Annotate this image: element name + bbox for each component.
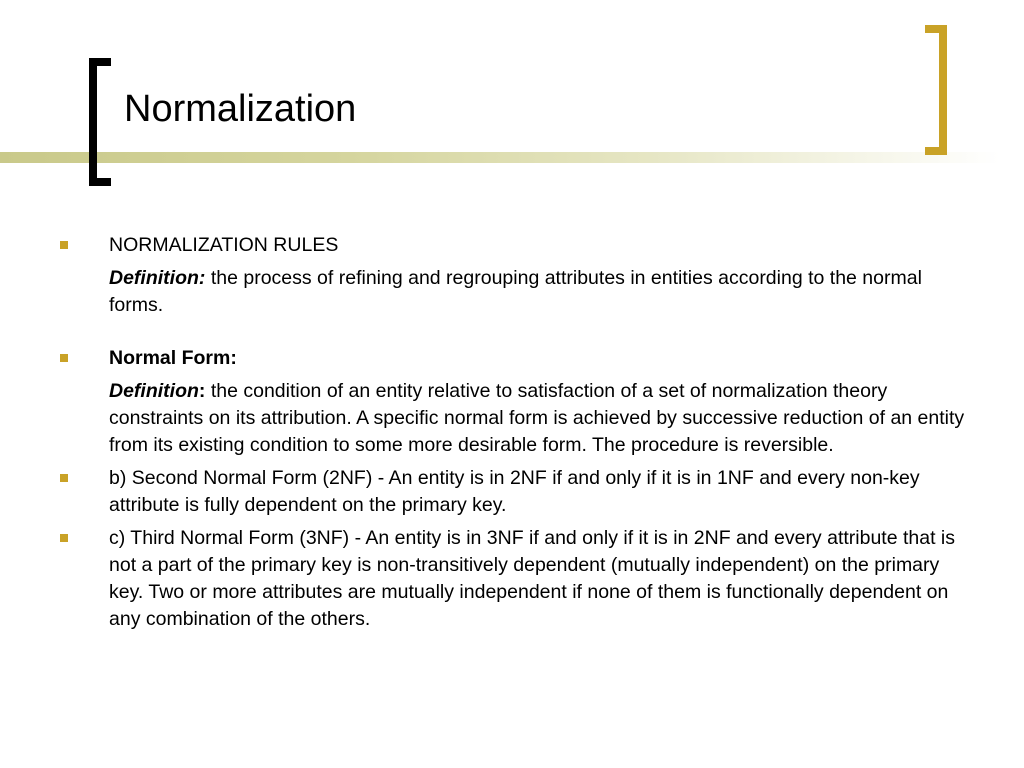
bullet-item-normal-form [60,345,972,459]
slide-title: Normalization [124,88,357,130]
definition-text: the condition of an entity relative to satisfaction of a set of normalization theory constraints on its attribution. A specific normal form is achieved by successive reduction of an entity from its existing condition to some more desirable form. The procedure is reversible. [109,380,965,456]
square-bullet-icon [60,474,68,482]
bullet-text: c) Third Normal Form (3NF) - An entity is in 3NF if and only if it is in 2NF and every attribute that is not a part of the primary key is non-transitively dependent (mutually independent) on the primary key. Two or more attributes are mutually independent if none of them is functionally dependent on any combination of the others. [109,527,956,630]
definition-text: the process of refining and regrouping attributes in entities according to the normal forms. [109,267,922,316]
bullet-heading: NORMALIZATION RULES [109,234,339,256]
left-bracket-decoration [89,58,111,186]
square-bullet-icon [60,354,68,362]
definition-paragraph [109,378,972,459]
definition-colon: : [198,380,206,402]
bullet-item-2nf [60,465,972,519]
square-bullet-icon [60,534,68,542]
square-bullet-icon [60,241,68,249]
definition-label: Definition [109,380,199,402]
bullet-item-normalization-rules [60,232,972,319]
definition-paragraph [109,265,972,319]
bullet-heading: Normal Form: [109,347,237,369]
right-bracket-decoration [925,25,947,155]
bullet-text: b) Second Normal Form (2NF) - An entity is in 2NF if and only if it is in 1NF and every non-key attribute is fully dependent on the primary key. [109,467,920,516]
slide-body [60,232,972,633]
title-underline-rule [0,152,1000,163]
definition-label: Definition: [109,267,206,289]
bullet-item-3nf [60,525,972,633]
